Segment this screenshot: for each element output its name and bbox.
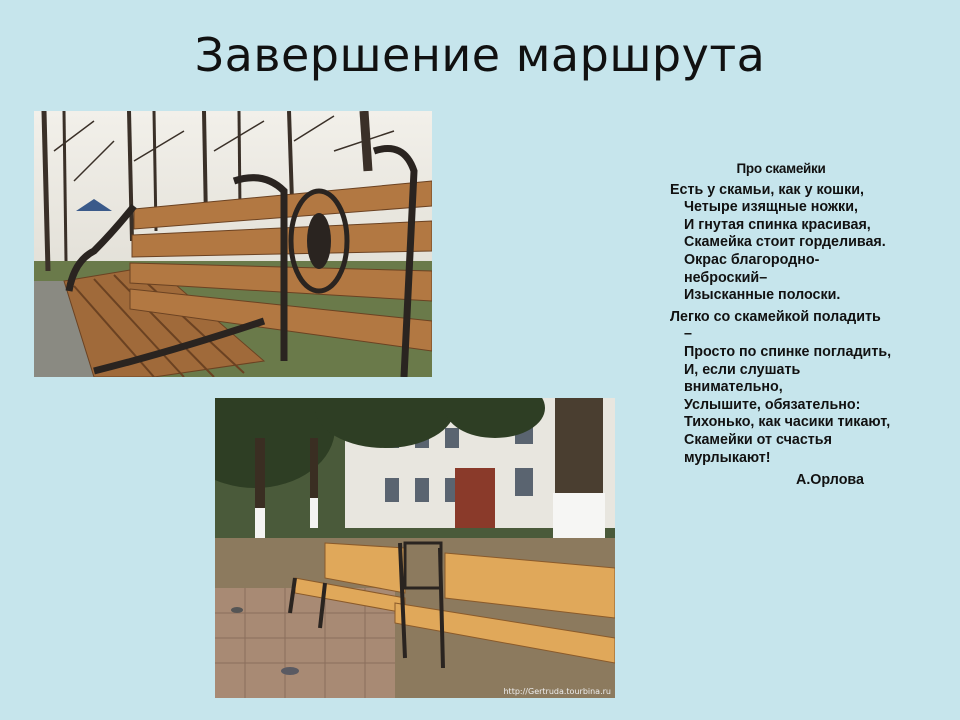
poem-line: Окрас благородно- [684, 251, 820, 268]
photo-watermark: http://Gertruda.tourbina.ru [503, 687, 611, 696]
poem-author: А.Орлова [796, 472, 864, 489]
slide-title: Завершение маршрута [194, 28, 766, 82]
poem-line: Услышите, обязательно: [684, 396, 861, 413]
poem-line: Скамейки от счастья [684, 431, 832, 448]
poem-line: мурлыкают! [684, 449, 771, 466]
poem-line: И гнутая спинка красивая, [684, 216, 871, 233]
poem-line: Скамейка стоит горделивая. [684, 234, 886, 251]
bench-photo-park [215, 398, 615, 698]
poem-line: И, если слушать [684, 361, 801, 378]
poem-line: Есть у скамьи, как у кошки, [670, 181, 865, 198]
poem-title: Про скамейки [736, 161, 826, 176]
poem-line: Легко со скамейкой поладить [670, 308, 881, 325]
poem-line: Четыре изящные ножки, [684, 199, 858, 216]
poem-line: Изысканные полоски. [684, 287, 841, 304]
bench-photo-closeup [34, 111, 432, 377]
poem-line: Тихонько, как часики тикают, [684, 414, 891, 431]
poem-line: внимательно, [684, 379, 783, 396]
poem-line: – [684, 326, 692, 343]
poem-line: неброский– [684, 269, 768, 286]
poem-block [668, 160, 938, 490]
poem-line: Просто по спинке погладить, [684, 343, 892, 360]
